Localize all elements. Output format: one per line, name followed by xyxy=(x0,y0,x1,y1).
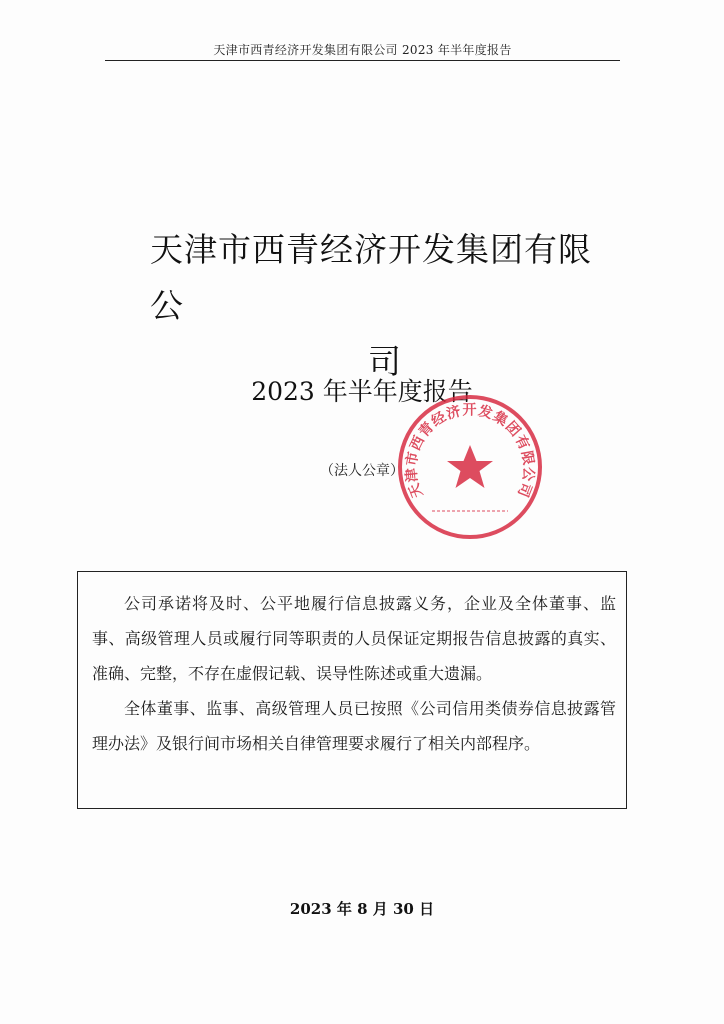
title-line-1: 天津市西青经济开发集团有限公 xyxy=(150,230,592,325)
seal-star-icon xyxy=(447,445,493,488)
disclosure-commitment-box xyxy=(77,571,627,809)
commitment-paragraph-1: 公司承诺将及时、公平地履行信息披露义务，企业及全体董事、监事、高级管理人员或履行同等职责的人员保证定期报告信息披露的真实、准确、完整，不存在虚假记载、误导性陈述或重大遗漏。 xyxy=(92,594,616,683)
seal-text: 天津市西青经济开发集团有限公司 xyxy=(403,402,537,500)
title-line-2: 司 xyxy=(368,342,402,381)
running-header: 天津市西青经济开发集团有限公司 2023 年半年度报告 xyxy=(213,43,512,57)
company-seal-stamp xyxy=(396,393,544,541)
seal-note: （法人公章） xyxy=(320,463,404,479)
header-rule xyxy=(105,60,620,61)
document-title xyxy=(150,222,620,390)
report-date: 2023 年 8 月 30 日 xyxy=(289,900,435,918)
commitment-paragraph-2: 全体董事、监事、高级管理人员已按照《公司信用类债券信息披露管理办法》及银行间市场相关自律管理要求履行了相关内部程序。 xyxy=(92,699,616,753)
report-subtitle: 2023 年半年度报告 xyxy=(251,377,473,406)
